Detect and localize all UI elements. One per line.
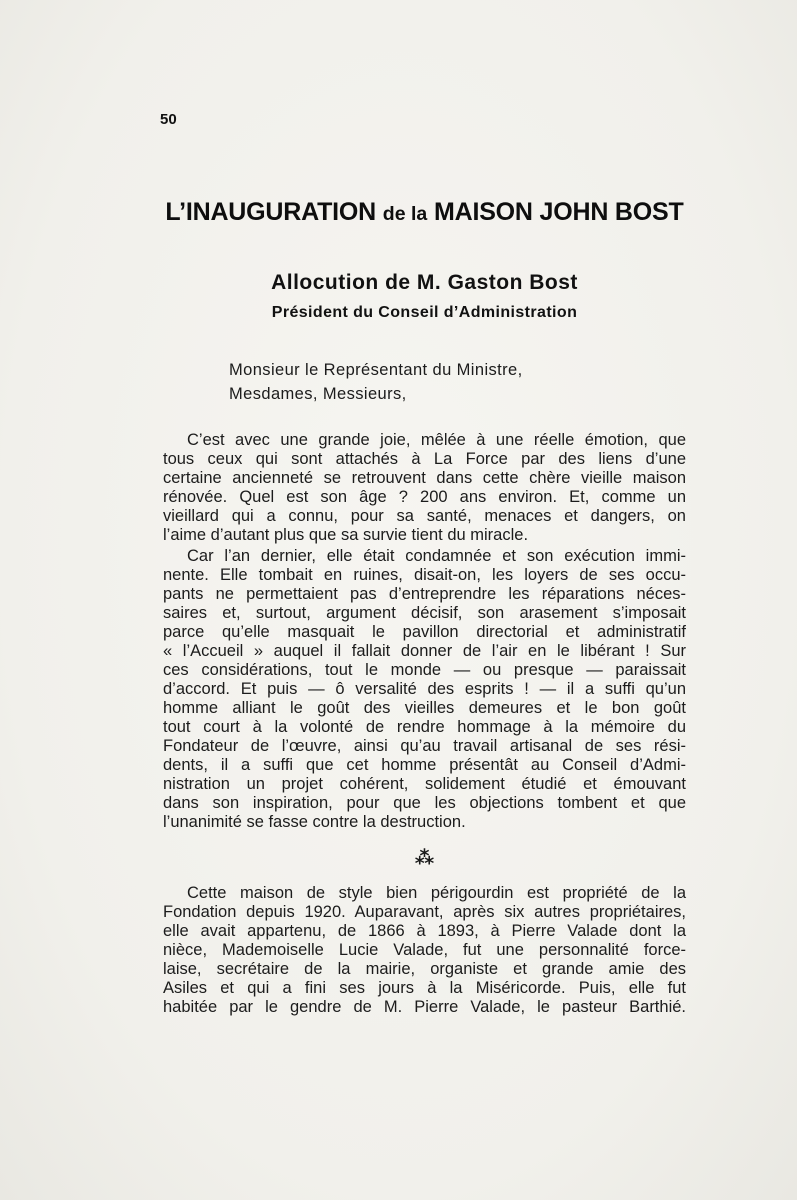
text-line: habitée par le gendre de M. Pierre Valade, le pasteur Barthié. (163, 998, 686, 1016)
text-line: nistration un projet cohérent, solidement étudié et émouvant (163, 775, 686, 793)
text-line: Car l’an dernier, elle était condamnée et son exécution immi- (187, 547, 686, 565)
text-line: tous ceux qui sont attachés à La Force par des liens d’une (163, 450, 686, 468)
text-line: tout court à la volonté de rendre hommage à la mémoire du (163, 718, 686, 736)
section-separator-asterism: ⁂ (414, 847, 435, 869)
page-number: 50 (160, 111, 177, 128)
text-line: dans son inspiration, pour que les objections tombent et que (163, 794, 686, 812)
text-line: Asiles et qui a fini ses jours à la Miséricorde. Puis, elle fut (163, 979, 686, 997)
text-line: Fondateur de l’œuvre, ainsi qu’au travail artisanal de ses rési- (163, 737, 686, 755)
text-line: saires et, surtout, argument décisif, son arasement s’imposait (163, 604, 686, 622)
text-line: d’accord. Et puis — ô versalité des esprits ! — il a suffi qu’un (163, 680, 686, 698)
text-line: l’unanimité se fasse contre la destruction. (163, 813, 466, 831)
title-connector: de la (382, 203, 428, 225)
text-line: rénovée. Quel est son âge ? 200 ans environ. Et, comme un (163, 488, 686, 506)
title-tail: MAISON JOHN BOST (433, 198, 684, 226)
text-line: « l’Accueil » auquel il fallait donner de l’air en le libérant ! Sur (163, 642, 686, 660)
text-line: vieillard qui a connu, pour sa santé, menaces et dangers, on (163, 507, 686, 525)
text-line: nente. Elle tombait en ruines, disait-on, les loyers de ses occu- (163, 566, 686, 584)
text-line: laise, secrétaire de la mairie, organiste et grande amie des (163, 960, 686, 978)
text-line: homme alliant le goût des vieilles demeures et le bon goût (163, 699, 686, 717)
text-line: C’est avec une grande joie, mêlée à une réelle émotion, que (187, 431, 686, 449)
text-line: pants ne permettaient pas d’entreprendre les réparations néces- (163, 585, 686, 603)
text-line: Fondation depuis 1920. Auparavant, après six autres propriétaires, (163, 903, 686, 921)
salutation-line-2: Mesdames, Messieurs, (229, 385, 407, 403)
speaker-role: Président du Conseil d’Administration (271, 304, 578, 321)
text-line: Cette maison de style bien périgourdin est propriété de la (187, 884, 686, 902)
salutation-line-1: Monsieur le Représentant du Ministre, (229, 361, 523, 379)
text-line: l’aime d’autant plus que sa survie tient du miracle. (163, 526, 529, 544)
text-line: nièce, Mademoiselle Lucie Valade, fut une personnalité force- (163, 941, 686, 959)
paragraph-1 (163, 431, 686, 545)
speech-subtitle: Allocution de M. Gaston Bost (271, 271, 578, 294)
text-line: parce qu’elle masquait le pavillon directorial et administratif (163, 623, 686, 641)
page-title (163, 196, 686, 230)
paragraph-2 (163, 547, 686, 832)
paragraph-3 (163, 884, 686, 1017)
text-line: ces considérations, tout le monde — ou presque — paraissait (163, 661, 686, 679)
text-line: elle avait appartenu, de 1866 à 1893, à Pierre Valade dont la (163, 922, 686, 940)
text-line: certaine ancienneté se retrouvent dans cette chère vieille maison (163, 469, 686, 487)
text-line: dents, il a suffi que cet homme présentât au Conseil d’Admi- (163, 756, 686, 774)
title-lead: L’INAUGURATION (165, 198, 377, 226)
